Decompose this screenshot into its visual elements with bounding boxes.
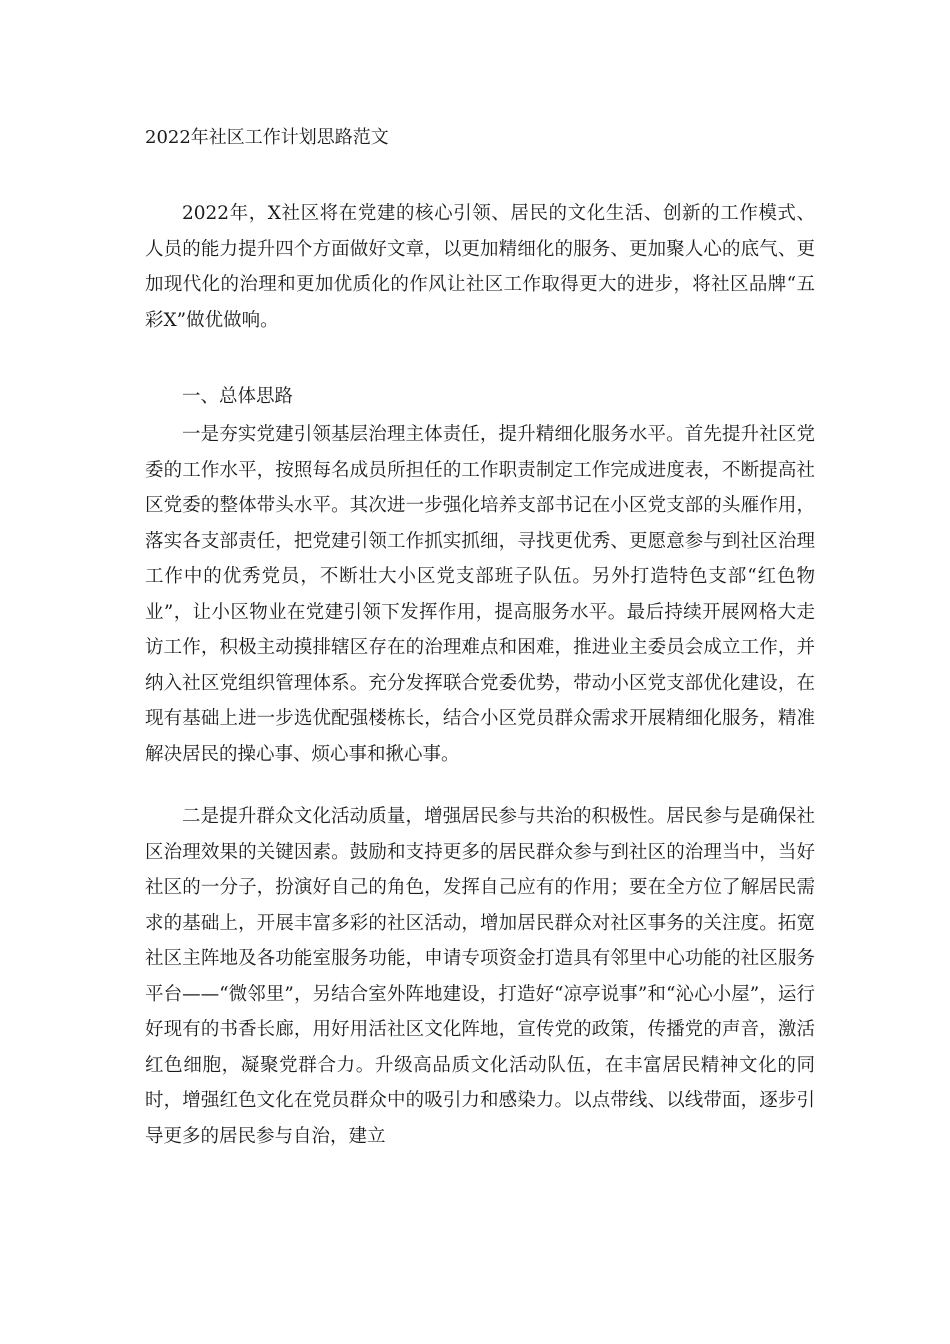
document-title: 2022年社区工作计划思路范文	[145, 127, 389, 148]
section-heading: 一、总体思路	[182, 386, 294, 407]
body-paragraph-1: 一是夯实党建引领基层治理主体责任，提升精细化服务水平。首先提升社区党委的工作水平，按照每名成员所担任的工作职责制定工作完成进度表，不断提高社区党委的整体带头水平。其次进一步强化培养支部书记在小区党支部的头雁作用，落实各支部责任，把党建引领工作抓实抓细，寻找更优秀、更愿意参与到社区治理工作中的优秀党员，不断壮大小区党支部班子队伍。另外打造特色支部“红色物业”，让小区物业在党建引领下发挥作用，提高服务水平。最后持续开展网格大走访工作，积极主动摸排辖区存在的治理难点和困难，推进业主委员会成立工作，并纳入社区党组织管理体系。充分发挥联合党委优势，带动小区党支部优化建设，在现有基础上进一步选优配强楼栋长，结合小区党员群众需求开展精细化服务，精准解决居民的操心事、烦心事和揪心事。	[145, 424, 815, 765]
body-paragraph-2: 二是提升群众文化活动质量，增强居民参与共治的积极性。居民参与是确保社区治理效果的关键因素。鼓励和支持更多的居民群众参与到社区的治理当中，当好社区的一分子，扮演好自己的角色，发挥自己应有的作用；要在全方位了解居民需求的基础上，开展丰富多彩的社区活动，增加居民群众对社区事务的关注度。拓宽社区主阵地及各功能室服务功能，申请专项资金打造具有邻里中心功能的社区服务平台——“微邻里”，另结合室外阵地建设，打造好“凉亭说事”和“沁心小屋”，运行好现有的书香长廊，用好用活社区文化阵地，宣传党的政策，传播党的声音，激活红色细胞，凝聚党群合力。升级高品质文化活动队伍，在丰富居民精神文化的同时，增强红色文化在党员群众中的吸引力和感染力。以点带线、以线带面，逐步引导更多的居民参与自治，建立	[145, 806, 815, 1147]
intro-paragraph: 2022年，X社区将在党建的核心引领、居民的文化生活、创新的工作模式、人员的能力提升四个方面做好文章，以更加精细化的服务、更加聚人心的底气、更加现代化的治理和更加优质化的作风让社区工作取得更大的进步，将社区品牌“五彩X”做优做响。	[145, 203, 815, 331]
